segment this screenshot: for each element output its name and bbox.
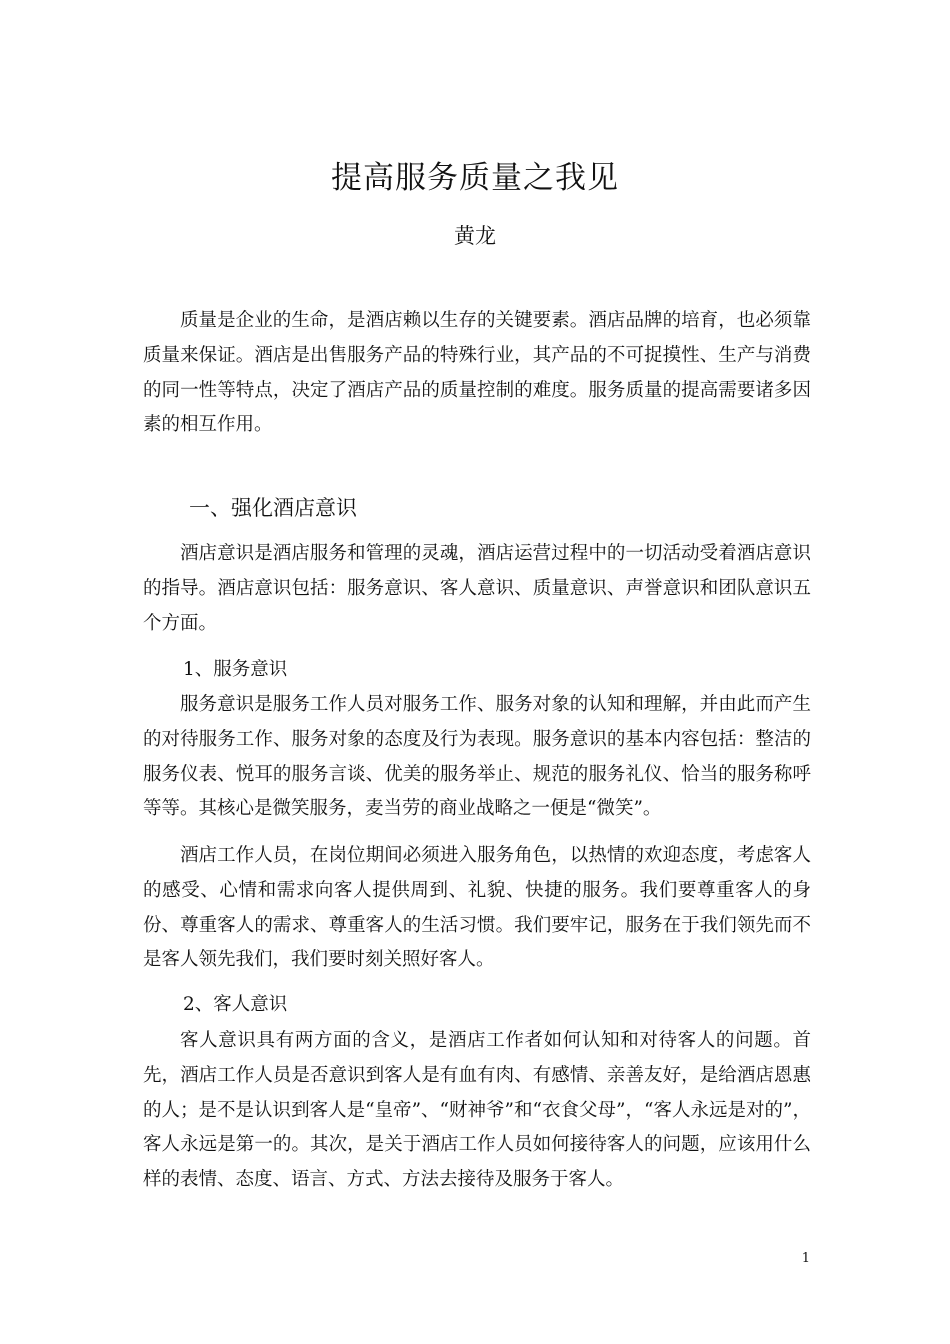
service-paragraph-2: 酒店工作人员，在岗位期间必须进入服务角色，以热情的欢迎态度，考虑客人的感受、心情和需求向客人提供周到、礼貌、快捷的服务。我们要尊重客人的身份、尊重客人的需求、尊重客人的生活习惯。我们要牢记，服务在于我们领先而不是客人领先我们，我们要时刻关照好客人。 xyxy=(143,845,811,971)
section-heading: 一、强化酒店意识 xyxy=(189,496,357,520)
service-paragraph-1: 服务意识是服务工作人员对服务工作、服务对象的认知和理解，并由此而产生的对待服务工作、服务对象的态度及行为表现。服务意识的基本内容包括：整洁的服务仪表、悦耳的服务言谈、优美的服务举止、规范的服务礼仪、恰当的服务称呼等等。其核心是微笑服务，麦当劳的商业战略之一便是“微笑”。 xyxy=(143,694,811,820)
section-paragraph: 酒店意识是酒店服务和管理的灵魂，酒店运营过程中的一切活动受着酒店意识的指导。酒店意识包括：服务意识、客人意识、质量意识、声誉意识和团队意识五个方面。 xyxy=(143,543,811,634)
subsection-heading-guest: 2、客人意识 xyxy=(183,994,288,1015)
guest-paragraph-1: 客人意识具有两方面的含义，是酒店工作者如何认知和对待客人的问题。首先，酒店工作人员是否意识到客人是有血有肉、有感情、亲善友好，是给酒店恩惠的人；是不是认识到客人是“皇帝”、“财神爷”和“衣食父母”，“客人永远是对的”，客人永远是第一的。其次，是关于酒店工作人员如何接待客人的问题，应该用什么样的表情、态度、语言、方式、方法去接待及服务于客人。 xyxy=(143,1030,811,1191)
document-author: 黄龙 xyxy=(454,224,496,248)
page-number: 1 xyxy=(801,1251,810,1266)
subsection-heading-service: 1、服务意识 xyxy=(183,659,288,680)
document-title: 提高服务质量之我见 xyxy=(331,160,619,196)
intro-paragraph: 质量是企业的生命，是酒店赖以生存的关键要素。酒店品牌的培育，也必须靠质量来保证。酒店是出售服务产品的特殊行业，其产品的不可捉摸性、生产与消费的同一性等特点，决定了酒店产品的质量控制的难度。服务质量的提高需要诸多因素的相互作用。 xyxy=(143,310,811,436)
